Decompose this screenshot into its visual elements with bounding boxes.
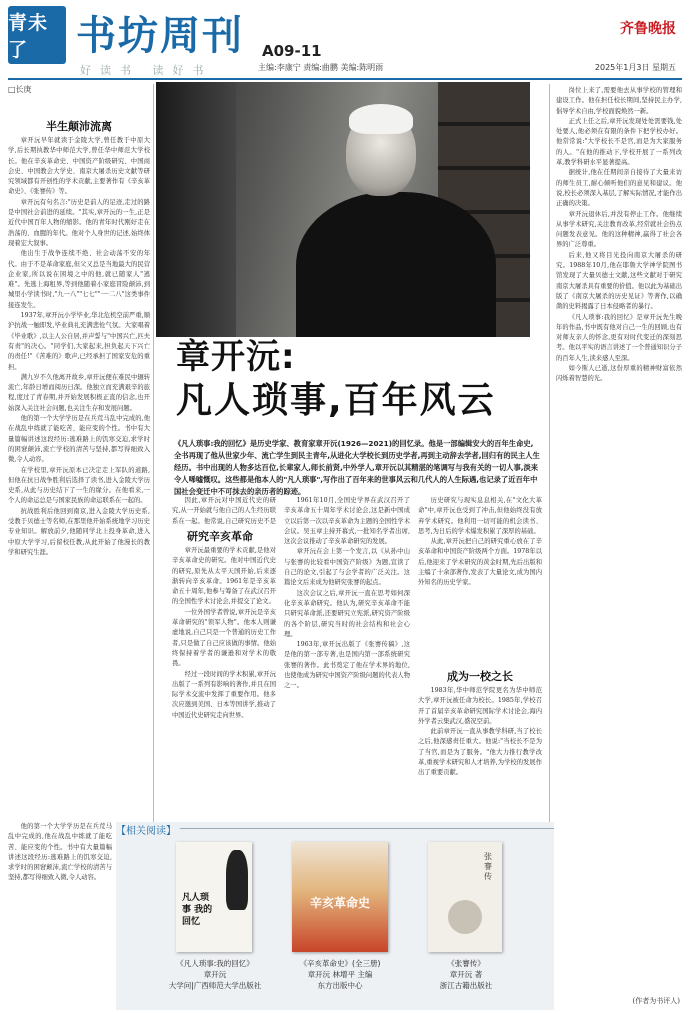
section-logo: 青未了 <box>8 6 66 64</box>
article-column-3 <box>284 496 410 818</box>
book-cover-title: 辛亥革命史 <box>309 896 370 910</box>
article-byline: □长庚 <box>8 85 32 94</box>
editor-credits: 主编:李康宁 责编:曲鹏 美编:陈明雨 <box>258 63 384 72</box>
subhead-early-life: 半生颠沛流离 <box>46 120 112 133</box>
col5-paragraph: 正式上任之后,章开沅发现处处需要钱,处处要人,他必须在有限的条件下把学校办好。他常常说:"大学校长不是官,而是为大家服务的人。"在他的推动下,学校开展了一系列改革,教学科研水平显著提高。 <box>556 117 682 167</box>
page-code: A09-11 <box>262 42 322 60</box>
book-cover-xinhai[interactable] <box>292 842 388 952</box>
book-publisher: 浙江古籍出版社 <box>439 981 493 990</box>
book-author: 章开沅 林增平 主编 <box>307 970 373 979</box>
issue-date: 2025年1月3日 星期五 <box>594 63 676 72</box>
book-cover-memoir[interactable] <box>176 842 252 952</box>
col1-paragraph: 1937年,章开沅小学毕业,华北危机空前严重,顺沪抗战一触即发,毕业典礼充满悲怆气氛。大家唱着《毕业歌》,以主人公自居,并声誓与"中国兴亡,匹夫有责"的决心。"同学们,大家起来,担负起天下兴亡的责任!"《苦难的》歌声,已经承担了国家安危的重担。 <box>8 312 150 371</box>
article-column-2-top <box>172 496 276 526</box>
col4-paragraph: 1983年,华中师范学院更名为华中师范大学,章开沅被任命为校长。1985年,学校召开了首届辛亥革命研究国际学术讨论会,海内外学者云集武汉,盛况空前。 <box>418 687 542 725</box>
article-column-1-bottom <box>8 822 112 1010</box>
col5-paragraph: 岗位上来了,需要他去从事学校的管理和建设工作。他在担任校长期间,坚持民主办学,倡导学术自由,学校面貌焕然一新。 <box>556 87 682 115</box>
author-signature: (作者为书评人) <box>632 997 680 1005</box>
subhead-research: 研究辛亥革命 <box>187 530 253 543</box>
book-cover-figure <box>226 850 248 910</box>
article-column-1 <box>8 136 150 820</box>
col2-paragraph: 一位外国学者曾说,章开沅是辛亥革命研究的"领军人物"。他本人则谦虚地说,自己只是一个普通的历史工作者,只是做了自己应该做的事情。他始终保持着学者的谦逊和对学术的敬畏。 <box>172 608 276 668</box>
col1-paragraph: 章开沅早年就读于金陵大学,曾任教于中原大学,后长期执教华中师范大学,曾任华中师范大学校长。他在辛亥革命史、中国资产阶级研究、中国商会史、中国教会大学史、南京大屠杀历史文献等研究领域都有开创性的学术贡献,主要著作有《辛亥革命史》、《张謇传》等。 <box>8 137 150 196</box>
book-caption-xinhai <box>282 958 398 991</box>
col1-paragraph: 满九岁不久他离开故乡,章开沅便在难民中辗转流亡,年龄日增而阅历日深。他独立而充满艰辛的旅程,度过了青春期,并开始发展积极正直的信念,也开始深入关注社会问题,也关注生存和发展问题。 <box>8 373 150 412</box>
col1-paragraph: 章开沅有句名言:"历史是前人的足迹,走过的路是中国社会前进的延续。"其实,章开沅的一生,正是近代中国百年人物的缩影。他的青年时代刚好走在浩荡的、血腥的年代。他对个人身世的记述,始终体现着宏大叙事。 <box>8 198 150 247</box>
book-publisher: 东方出版中心 <box>317 981 363 990</box>
col5-paragraph: 据统计,他在任期间亲自接待了大量来访的师生员工,耐心倾听他们的意见和建议。他说,校长必须深入基层,了解实际情况,才能作出正确的决策。 <box>556 169 682 208</box>
article-standfirst: 《凡人琐事:我的回忆》是历史学家、教育家章开沅(1926—2021)的回忆录。他是一部编辑安大的百年生命史,全书再现了他从世家少年、流亡学生到民主青年,从进化大学校长到历史学者,再到主动辞去学者,回归有的民主人生经历。书中出现的人物多达百位,长辈家人,师长前贤,中外学人,章开沅以其精湛的笔调写与我有关的一切人事,淡来令人唏嘘慨叹。这些都是他本人的"凡人琐事",写作出了百年来的世事风云和几代人的人生际遇,也记录了近百年中国社会变迁中不可抹去的亲历者的踪迹。 <box>174 439 540 496</box>
book-cover-portrait <box>448 900 482 934</box>
article-column-4-lower <box>418 686 542 818</box>
col5-paragraph: 后来,他又将目光投向南京大屠杀的研究。1988年10月,他在耶鲁大学神学院图书馆发现了大量贝德士文献,这些文献对于研究南京大屠杀具有重要的价值。他以此为基础出版了《南京大屠杀的历史见证》等著作,以确凿的史料揭露了日本侵略者的暴行。 <box>556 251 682 311</box>
col1-paragraph: 他的第一个大学学历是在兵荒马乱中完成的,他在战乱中练就了能吃苦、能应变的个性。书中有大量篇幅讲述这段经历:逃难路上的饥寒交迫,求学时的困窘颠沛,流亡学校的清苦与坚持,都写得细致入微,令人动容。 <box>8 415 150 464</box>
col1-bottom-paragraph: 他的第一个大学学历是在兵荒马乱中完成的,他在战乱中练就了能吃苦、能应变的个性。书中有大量篇幅讲述这段经历:逃难路上的饥寒交迫,求学时的困窘颠沛,流亡学校的清苦与坚持,都写得细致入微,令人动容。 <box>8 823 112 882</box>
col2-paragraph: 章开沅最重要的学术贡献,是他对辛亥革命史的研究。他对中国近代史的研究,原先从太平天国开始,后来逐渐转向辛亥革命。1961年是辛亥革命五十周年,他参与筹备了在武汉召开的全国性学术讨论会,并提交了论文。 <box>172 547 276 606</box>
book-title: 《张謇传》 <box>447 959 485 968</box>
article-headline <box>176 336 496 424</box>
col1-paragraph: 在学校里,章开沅原本已决定走上军队的道路,但他在抗日战争胜利后选择了读书,进入金陵大学历史系,从此与历史结下了一生的缘分。在他看来,一个人的命运总是与国家民族的命运联系在一起的。 <box>8 466 150 505</box>
related-reading-label: 【相关阅读】 <box>116 826 176 837</box>
col2-paragraph: 经过一段时间的学术积累,章开沅出版了一系列有影响的著作,并且在国际学术交流中发挥了重要作用。他多次应邀到美国、日本等国讲学,推动了中国近代史研究走向世界。 <box>172 670 276 719</box>
col4-paragraph: 从此,章开沅把自己的研究重心放在了辛亥革命和中国资产阶级两个方面。1978年以后,他迎来了学术研究的黄金时期,先后出版和主编了十余部著作,发表了大量论文,成为国内外知名的历史学家。 <box>418 538 542 587</box>
book-title: 《辛亥革命史》(全三册) <box>299 959 381 968</box>
book-caption-zhangjian <box>418 958 514 991</box>
masthead-slogan: 好读书 读好书 <box>80 64 213 77</box>
book-author: 章开沅 <box>203 970 227 979</box>
book-cover-zhangjian[interactable] <box>428 842 502 952</box>
book-cover-title: 张謇传 <box>484 852 492 881</box>
masthead-title: 书坊周刊 <box>76 13 244 59</box>
col1-paragraph: 抗战胜利后他回到南京,进入金陵大学历史系,受教于贝德士等名师,在那里他开始系统地学习历史专业知识。解放前夕,他随同学北上投身革命,进入中原大学学习,后留校任教,从此开始了他漫长的教学和研究生涯。 <box>8 507 150 556</box>
col3-paragraph: 1961年10月,全国史学界在武汉召开了辛亥革命五十周年学术讨论会,这是新中国成立以后第一次以辛亥革命为主题的全国性学术会议。吴玉章主持开幕式,一批知名学者出席,这次会议推动了辛亥革命研究的发展。 <box>284 497 410 546</box>
book-caption-memoir <box>160 958 270 991</box>
headline-line-1: 章开沅: <box>176 337 296 377</box>
subhead-president: 成为一校之长 <box>447 670 513 683</box>
author-portrait-photo <box>156 82 530 337</box>
col1-paragraph: 他出生于战争连续不绝、社会动荡不安的年代。由于不是革命家庭,但父又总是当地最大的民营企业家,所以说在困境之中的他,就已随家人"逃难"。先逃上海租界,等到他随着小家庭冒险颠沛,到城里小学读书时,"九一八""七七""一·二八"这类事件接连发生。 <box>8 250 150 309</box>
book-title: 《凡人琐事:我的回忆》 <box>176 959 254 968</box>
article-column-5 <box>556 86 682 992</box>
col2-top-paragraph: 因此,章开沅对中国近代史的研究,从一开始就与他自己的人生经历联系在一起。他常说,自己研究历史不是 <box>172 497 276 525</box>
book-author: 章开沅 著 <box>449 970 483 979</box>
col5-paragraph: 《凡人琐事:我的回忆》是章开沅先生晚年的作品,书中既有他对自己一生的回顾,也有对师友亲人的怀念,更有对时代变迁的深刻思考。他以平实的语言讲述了一个普通知识分子的百年人生,读来感人至深。 <box>556 313 682 362</box>
newspaper-logo: 齐鲁晚报 <box>620 21 676 37</box>
col5-paragraph: 如今斯人已逝,这份厚重的精神财富依然闪烁着智慧的光。 <box>556 365 682 383</box>
book-publisher: 大学问|广西师范大学出版社 <box>168 981 262 990</box>
photo-chair-shape <box>156 82 236 337</box>
col3-paragraph: 章开沅在会上第一个发言,以《从孙中山与张謇的比较看中国资产阶级》为题,宣读了自己的论文,引起了与会学者的广泛关注。这篇论文后来成为他研究张謇的起点。 <box>284 548 410 587</box>
related-reading-rule <box>180 828 554 829</box>
col4-paragraph: 此前章开沅一直从事教学科研,当了校长之后,他深感责任重大。他说:"当校长不是为了当官,而是为了服务。"他大力推行教学改革,重视学术研究和人才培养,为学校的发展作出了重要贡献。 <box>418 728 542 777</box>
photo-figure-body <box>296 192 496 337</box>
article-column-2 <box>172 546 276 818</box>
header-rule <box>8 78 682 80</box>
book-cover-title: 凡人琐事 我的回忆 <box>182 893 213 927</box>
photo-figure-hair <box>349 104 413 134</box>
col3-paragraph: 这次会议之后,章开沅一直在思考如何深化辛亥革命研究。他认为,研究辛亥革命不能只研究革命派,还要研究立宪派,研究资产阶级的各个阶层,研究当时的社会结构和社会心理。 <box>284 589 410 638</box>
headline-line-2: 凡人琐事,百年风云 <box>176 380 496 421</box>
col4-paragraph: 历史研究与现实息息相关,在"文化大革命"中,章开沅也受到了冲击,但他始终没有放弃学术研究。他利用一切可能的机会读书、思考,为日后的学术爆发积累了深厚的基础。 <box>418 497 542 535</box>
col5-paragraph: 章开沅退休后,并没有停止工作。他继续从事学术研究,关注教育改革,经常就社会热点问题发表意见。他的这种精神,赢得了社会各界的广泛尊重。 <box>556 210 682 249</box>
col3-paragraph: 1963年,章开沅出版了《张謇传稿》,这是他的第一部专著,也是国内第一部系统研究张謇的著作。此书奠定了他在学术界的地位,也使他成为研究中国资产阶级问题的代表人物之一。 <box>284 641 410 690</box>
article-column-4 <box>418 496 542 664</box>
